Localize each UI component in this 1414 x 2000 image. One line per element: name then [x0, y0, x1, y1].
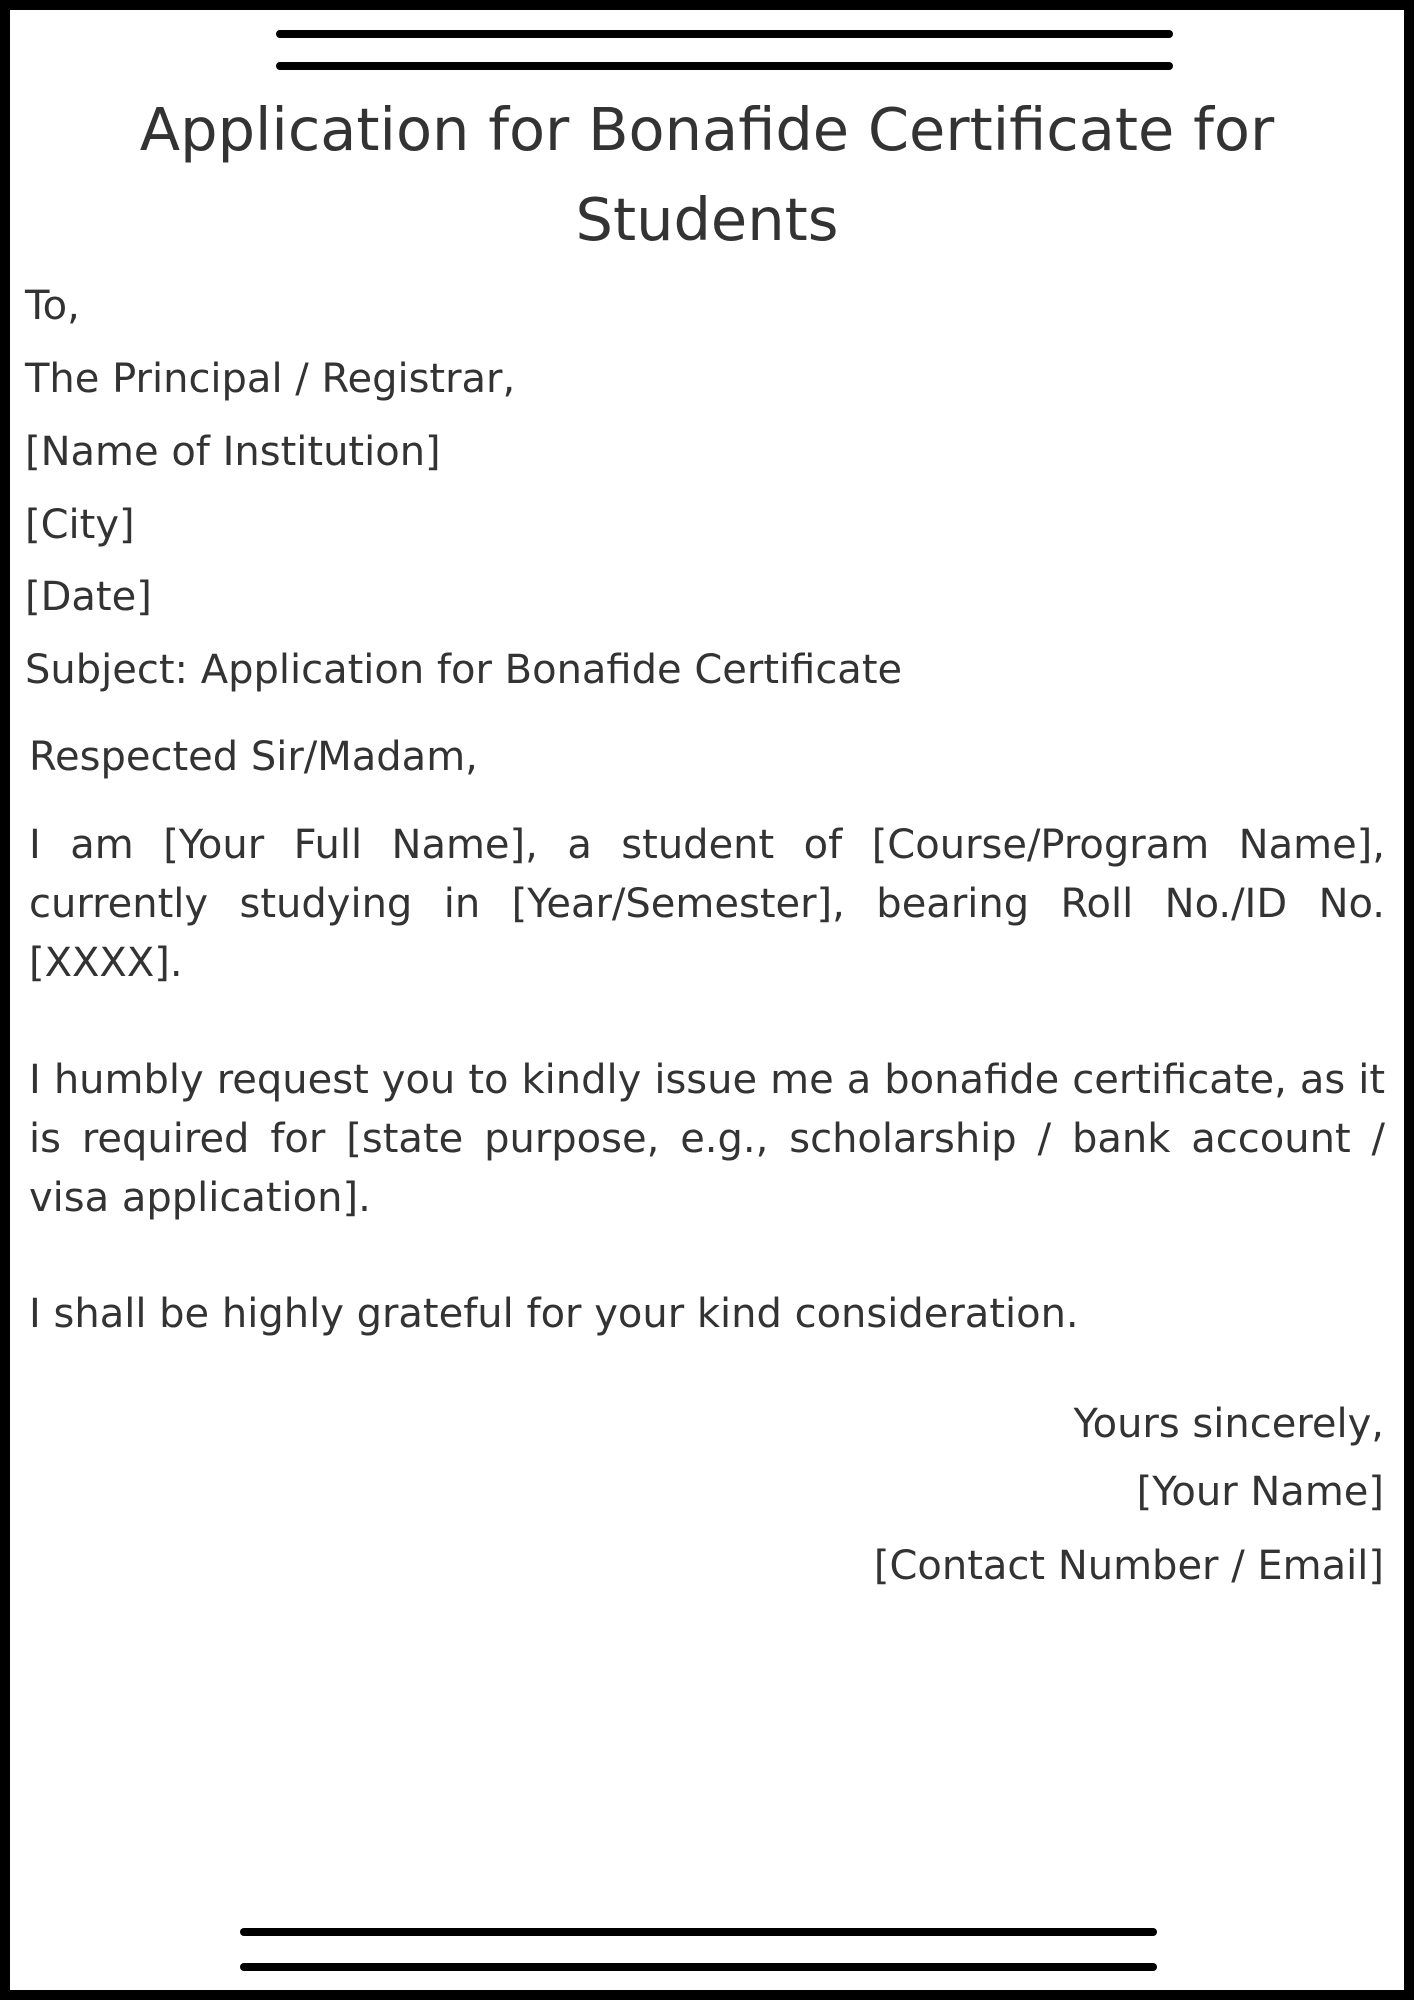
salutation: Respected Sir/Madam,: [29, 734, 478, 780]
bottom-divider-line: [240, 1963, 1157, 1971]
closing: Yours sincerely,: [1073, 1401, 1384, 1447]
address-recipient: The Principal / Registrar,: [25, 356, 516, 402]
top-divider-line: [276, 62, 1173, 70]
address-city: [City]: [25, 502, 135, 548]
subject-line: Subject: Application for Bonafide Certificate: [25, 647, 903, 693]
address-date: [Date]: [25, 574, 152, 620]
body-paragraph-3: I shall be highly grateful for your kind consideration.: [29, 1291, 1079, 1337]
address-institution: [Name of Institution]: [25, 429, 441, 475]
body-paragraph-2: I humbly request you to kindly issue me a bonafide certificate, as it is required for [state purpose, e.g., scholarship / bank account / visa application].: [29, 1057, 1385, 1221]
signature-contact: [Contact Number / Email]: [873, 1543, 1384, 1589]
top-divider-line: [276, 30, 1173, 38]
body-paragraph-1: I am [Your Full Name], a student of [Course/Program Name], currently studying in [Year/Semester], bearing Roll No./ID No. [XXXX].: [29, 822, 1385, 986]
bottom-divider-line: [240, 1928, 1157, 1936]
signature-name: [Your Name]: [1136, 1469, 1384, 1515]
address-to: To,: [25, 283, 80, 329]
document-title: Application for Bonafide Certificate for Students: [139, 95, 1275, 254]
